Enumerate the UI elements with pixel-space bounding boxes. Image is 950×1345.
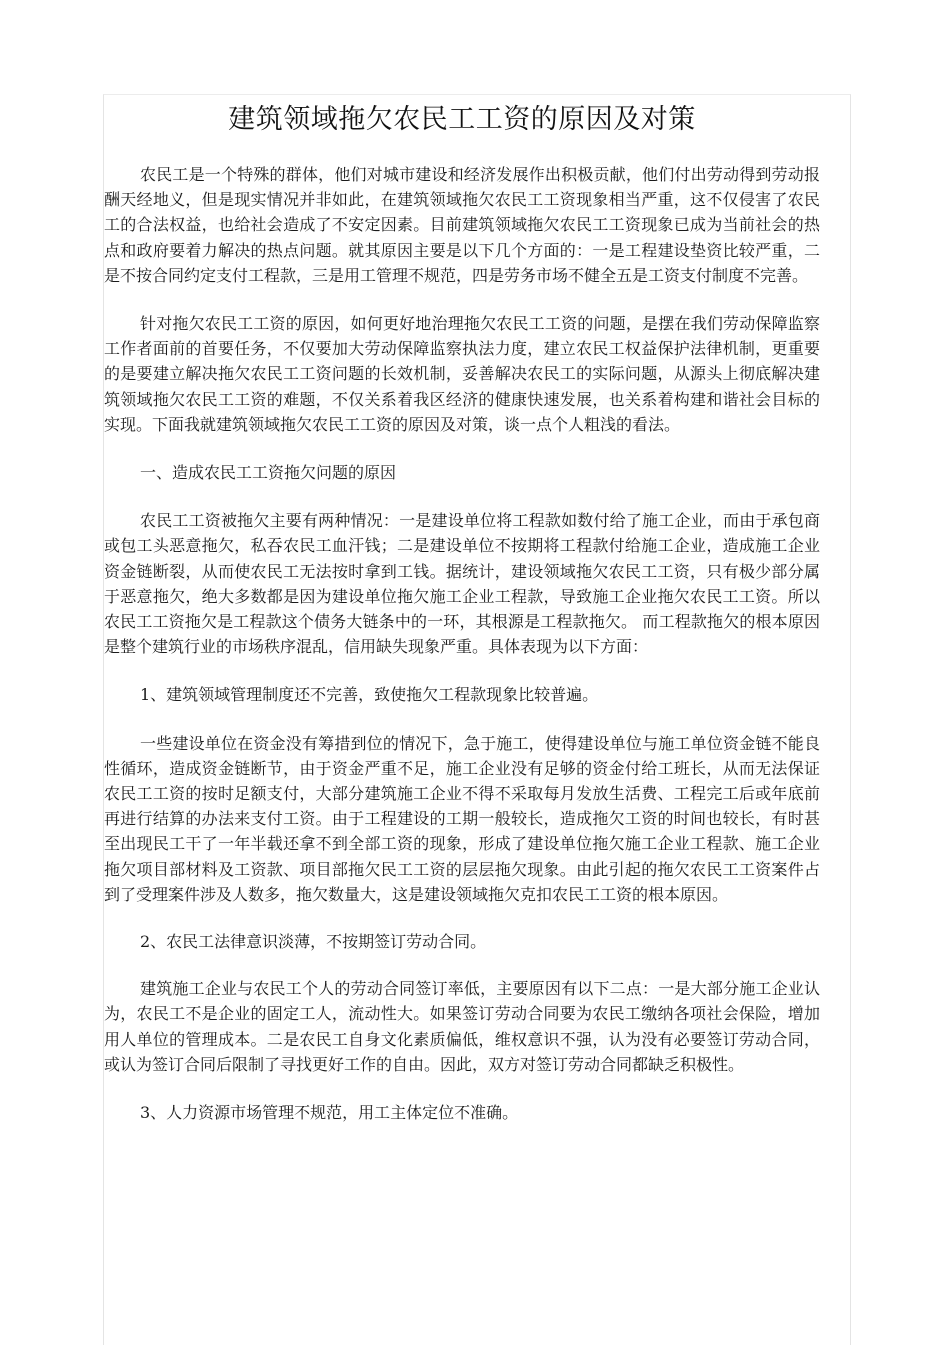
subheading-hr-market: 3、人力资源市场管理不规范，用工主体定位不准确。 <box>140 1103 519 1123</box>
paragraph-capital-chain: 一些建设单位在资金没有筹措到位的情况下，急于施工，使得建设单位与施工单位资金链不能良性循环，造成资金链断节，由于资金严重不足，施工企业没有足够的资金付给工班长，从而无法保证农民工工资的按时足额支付，大部分建筑施工企业不得不采取每月发放生活费、工程完工后或年底前再进行结算的办法来支付工资。由于工程建设的工期一般较长，造成拖欠工资的时间也较长，有时甚至出现民工干了一年半载还拿不到全部工资的现象，形成了建设单位拖欠施工企业工程款、施工企业拖欠项目部材料及工资款、项目部拖欠民工工资的层层拖欠现象。由此引起的拖欠农民工工资案件占到了受理案件涉及人数多，拖欠数量大，这是建设领域拖欠克扣农民工工资的根本原因。 <box>104 733 820 904</box>
subheading-labor-contract: 2、农民工法律意识淡薄，不按期签订劳动合同。 <box>140 932 487 952</box>
paragraph-two-situations: 农民工工资被拖欠主要有两种情况：一是建设单位将工程款如数付给了施工企业，而由于承包商或包工头恶意拖欠，私吞农民工血汗钱；二是建设单位不按期将工程款付给施工企业，造成施工企业资金链断裂，从而使农民工无法按时拿到工钱。据统计，建设领域拖欠农民工工资，只有极少部分属于恶意拖欠，绝大多数都是因为建设单位拖欠施工企业工程款，导致施工企业拖欠农民工工资。所以农民工工资拖欠是工程款这个债务大链条中的一环，其根源是工程款拖欠。 而工程款拖欠的根本原因是整个建筑行业的市场秩序混乱，信用缺失现象严重。具体表现为以下方面： <box>104 511 820 657</box>
subheading-management-system: 1、建筑领域管理制度还不完善，致使拖欠工程款现象比较普遍。 <box>140 685 599 705</box>
paragraph-contract-rate: 建筑施工企业与农民工个人的劳动合同签订率低，主要原因有以下二点：一是大部分施工企业认为，农民工不是企业的固定工人，流动性大。如果签订劳动合同要为农民工缴纳各项社会保险，增加用人单位的管理成本。二是农民工自身文化素质偏低，维权意识不强，认为没有必要签订劳动合同，或认为签订合同后限制了寻找更好工作的自由。因此，双方对签订劳动合同都缺乏积极性。 <box>104 979 820 1074</box>
paragraph-intro: 农民工是一个特殊的群体，他们对城市建设和经济发展作出积极贡献，他们付出劳动得到劳动报酬天经地义，但是现实情况并非如此，在建筑领域拖欠农民工工资现象相当严重，这不仅侵害了农民工的合法权益，也给社会造成了不安定因素。目前建筑领域拖欠农民工工资现象已成为当前社会的热点和政府要着力解决的热点问题。就其原因主要是以下几个方面的：一是工程建设垫资比较严重，二是不按合同约定支付工程款，三是用工管理不规范，四是劳务市场不健全五是工资支付制度不完善。 <box>104 165 820 285</box>
section-heading-causes: 一、造成农民工工资拖欠问题的原因 <box>140 463 397 483</box>
document-body <box>104 98 820 1125</box>
paragraph-countermeasures: 针对拖欠农民工工资的原因，如何更好地治理拖欠农民工工资的问题，是摆在我们劳动保障监察工作者面前的首要任务，不仅要加大劳动保障监察执法力度，建立农民工权益保护法律机制，更重要的是要建立解决拖欠农民工工资问题的长效机制，妥善解决农民工的实际问题，从源头上彻底解决建筑领域拖欠农民工工资的难题，不仅关系着我区经济的健康快速发展，也关系着构建和谐社会目标的实现。下面我就建筑领域拖欠农民工工资的原因及对策，谈一点个人粗浅的看法。 <box>104 314 820 434</box>
document-title: 建筑领域拖欠农民工工资的原因及对策 <box>228 104 696 135</box>
